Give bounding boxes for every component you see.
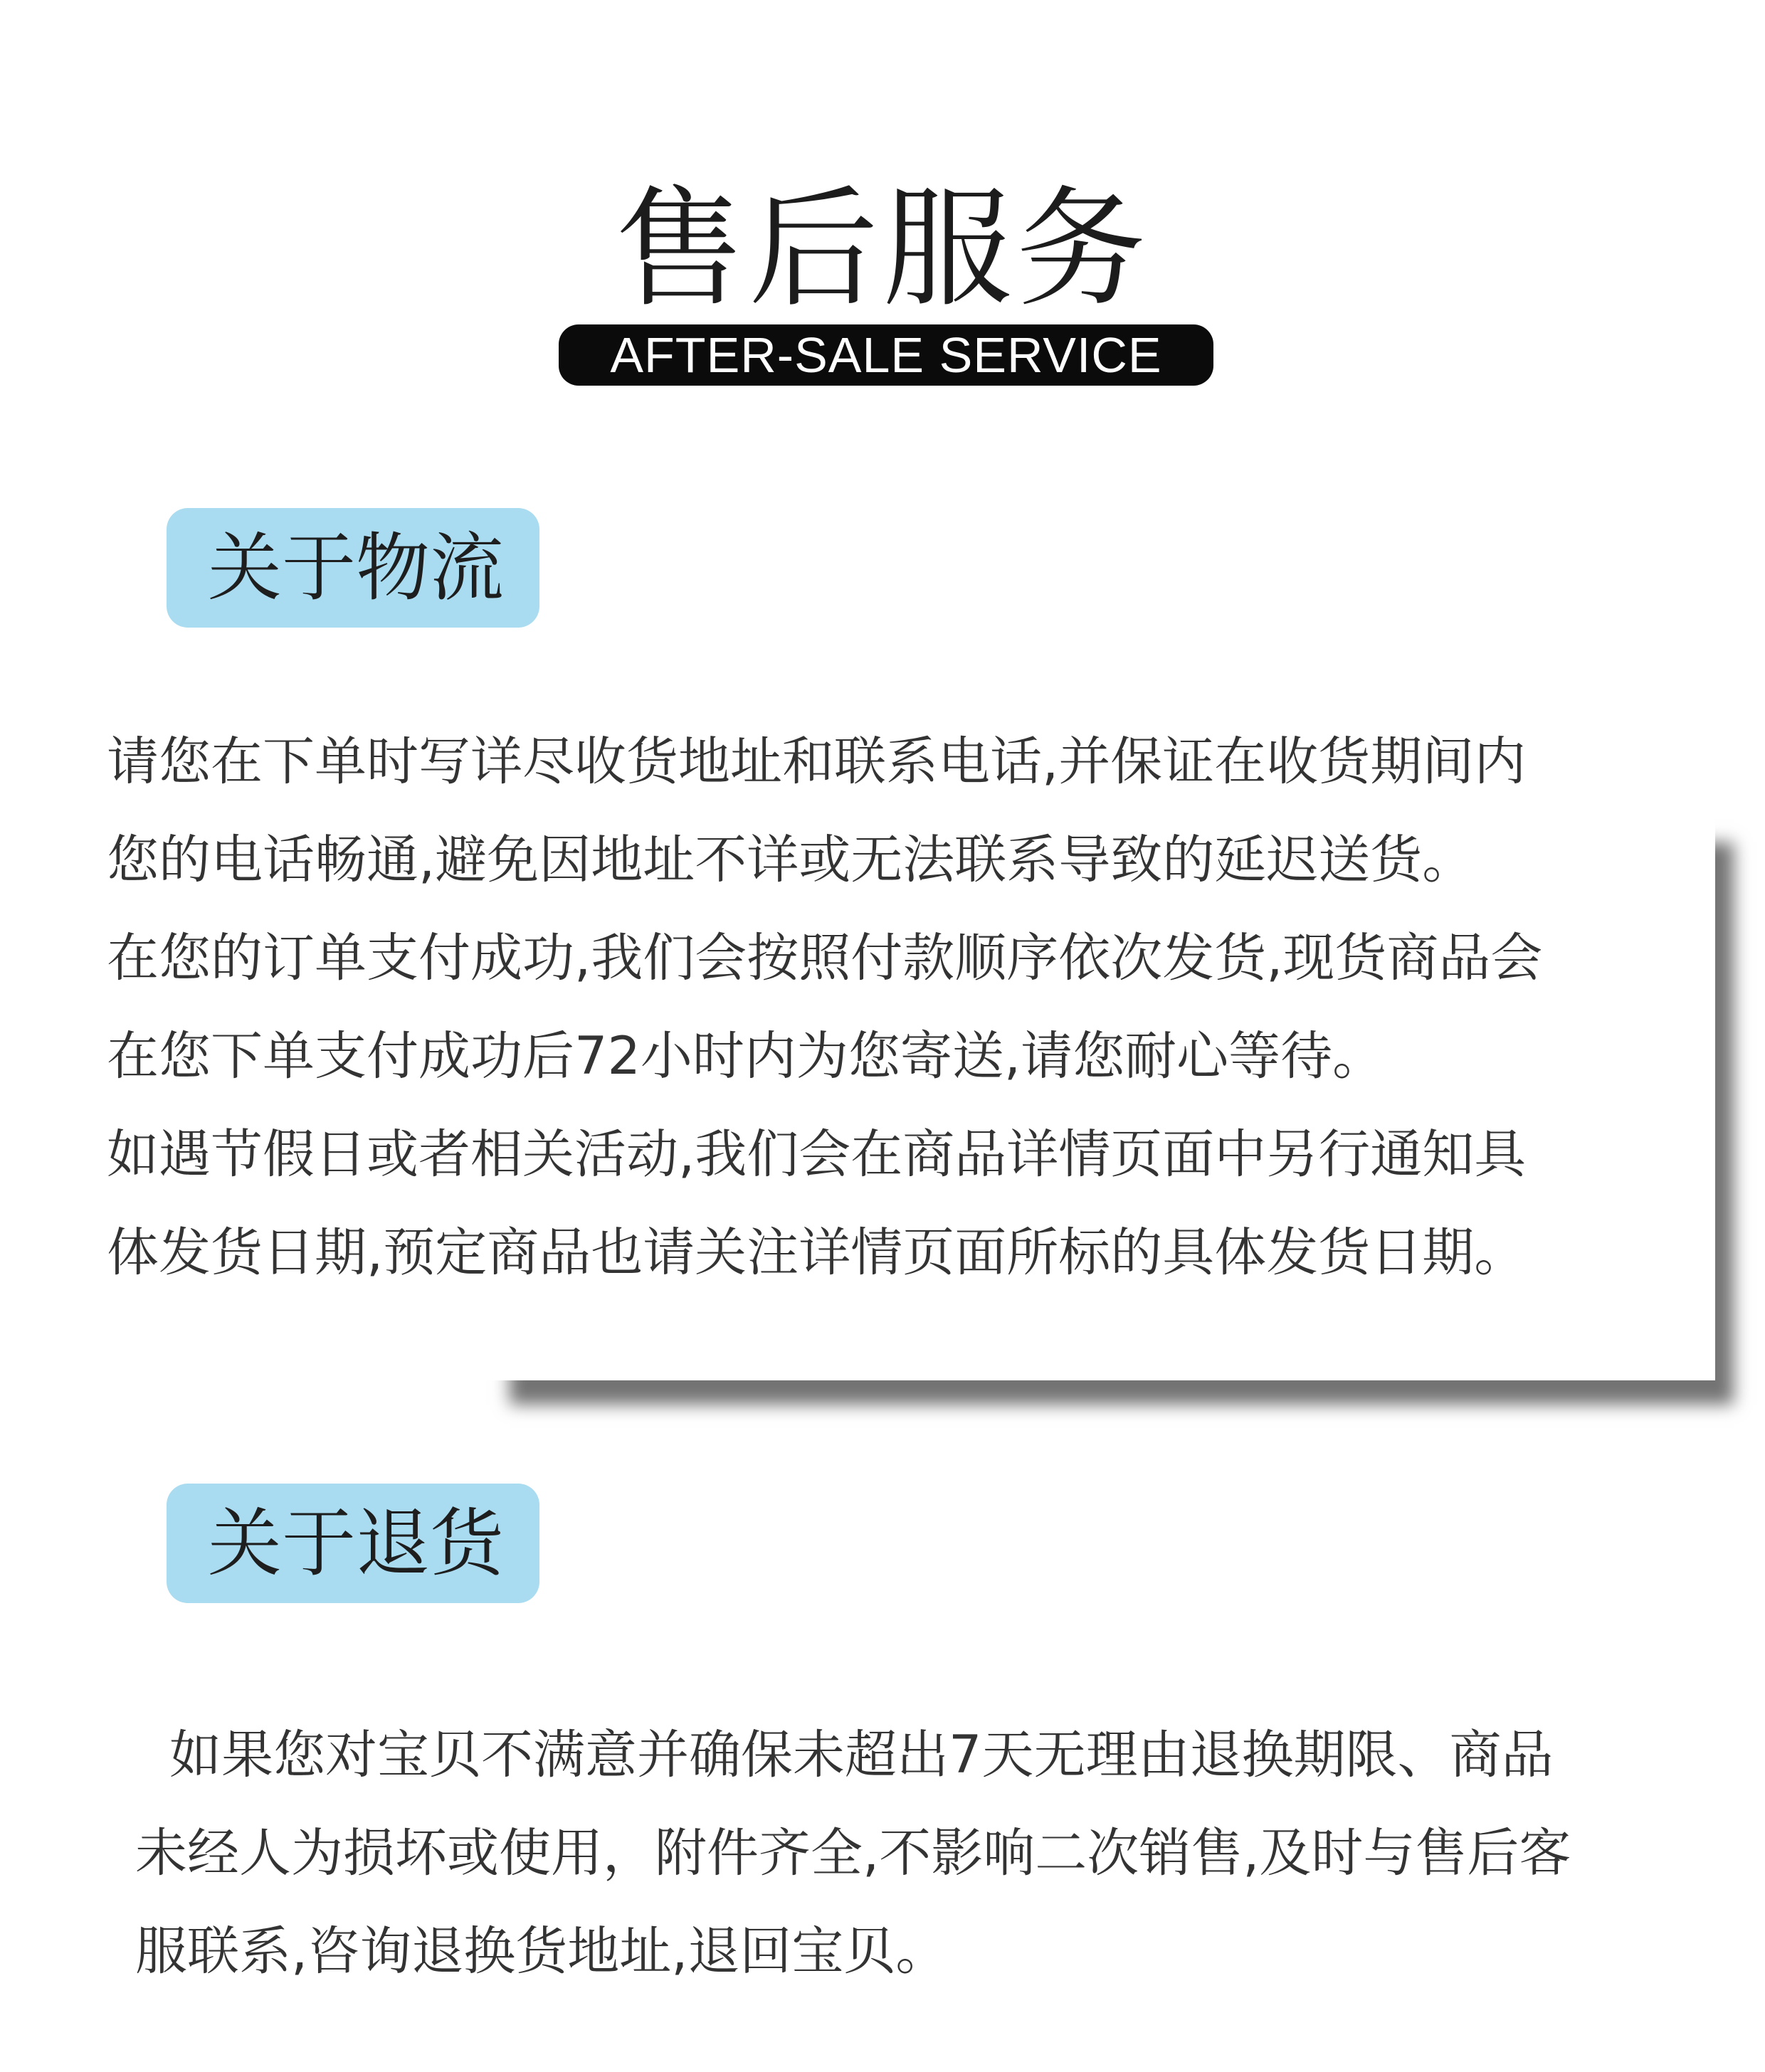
logistics-paragraph <box>107 713 1542 1302</box>
logistics-line: 请您在下单时写详尽收货地址和联系电话,并保证在收货期间内 <box>107 731 1527 792</box>
returns-line: 服联系,咨询退换货地址,退回宝贝。 <box>135 1921 948 1982</box>
page-title: 售后服务 <box>615 174 1150 324</box>
logistics-line: 体发货日期,预定商品也请关注详情页面所标的具体发货日期。 <box>107 1222 1527 1283</box>
logistics-line: 在您的订单支付成功,我们会按照付款顺序依次发货,现货商品会 <box>107 928 1543 988</box>
section-tag-logistics: 关于物流 <box>167 508 539 628</box>
logistics-line: 您的电话畅通,避免因地址不详或无法联系导致的延迟送货。 <box>107 830 1475 890</box>
returns-paragraph <box>135 1706 1571 2001</box>
logistics-line: 在您下单支付成功后72小时内为您寄送,请您耐心等待。 <box>107 1026 1385 1087</box>
section-tag-returns: 关于退货 <box>167 1484 539 1603</box>
logistics-line: 如遇节假日或者相关活动,我们会在商品详情页面中另行通知具 <box>107 1124 1527 1185</box>
returns-line: 未经人为损坏或使用，附件齐全,不影响二次销售,及时与售后客 <box>135 1823 1571 1883</box>
page-subtitle-pill: AFTER-SALE SERVICE <box>559 324 1213 386</box>
returns-line: 如果您对宝贝不满意并确保未超出7天无理由退换期限、商品 <box>169 1725 1554 1785</box>
